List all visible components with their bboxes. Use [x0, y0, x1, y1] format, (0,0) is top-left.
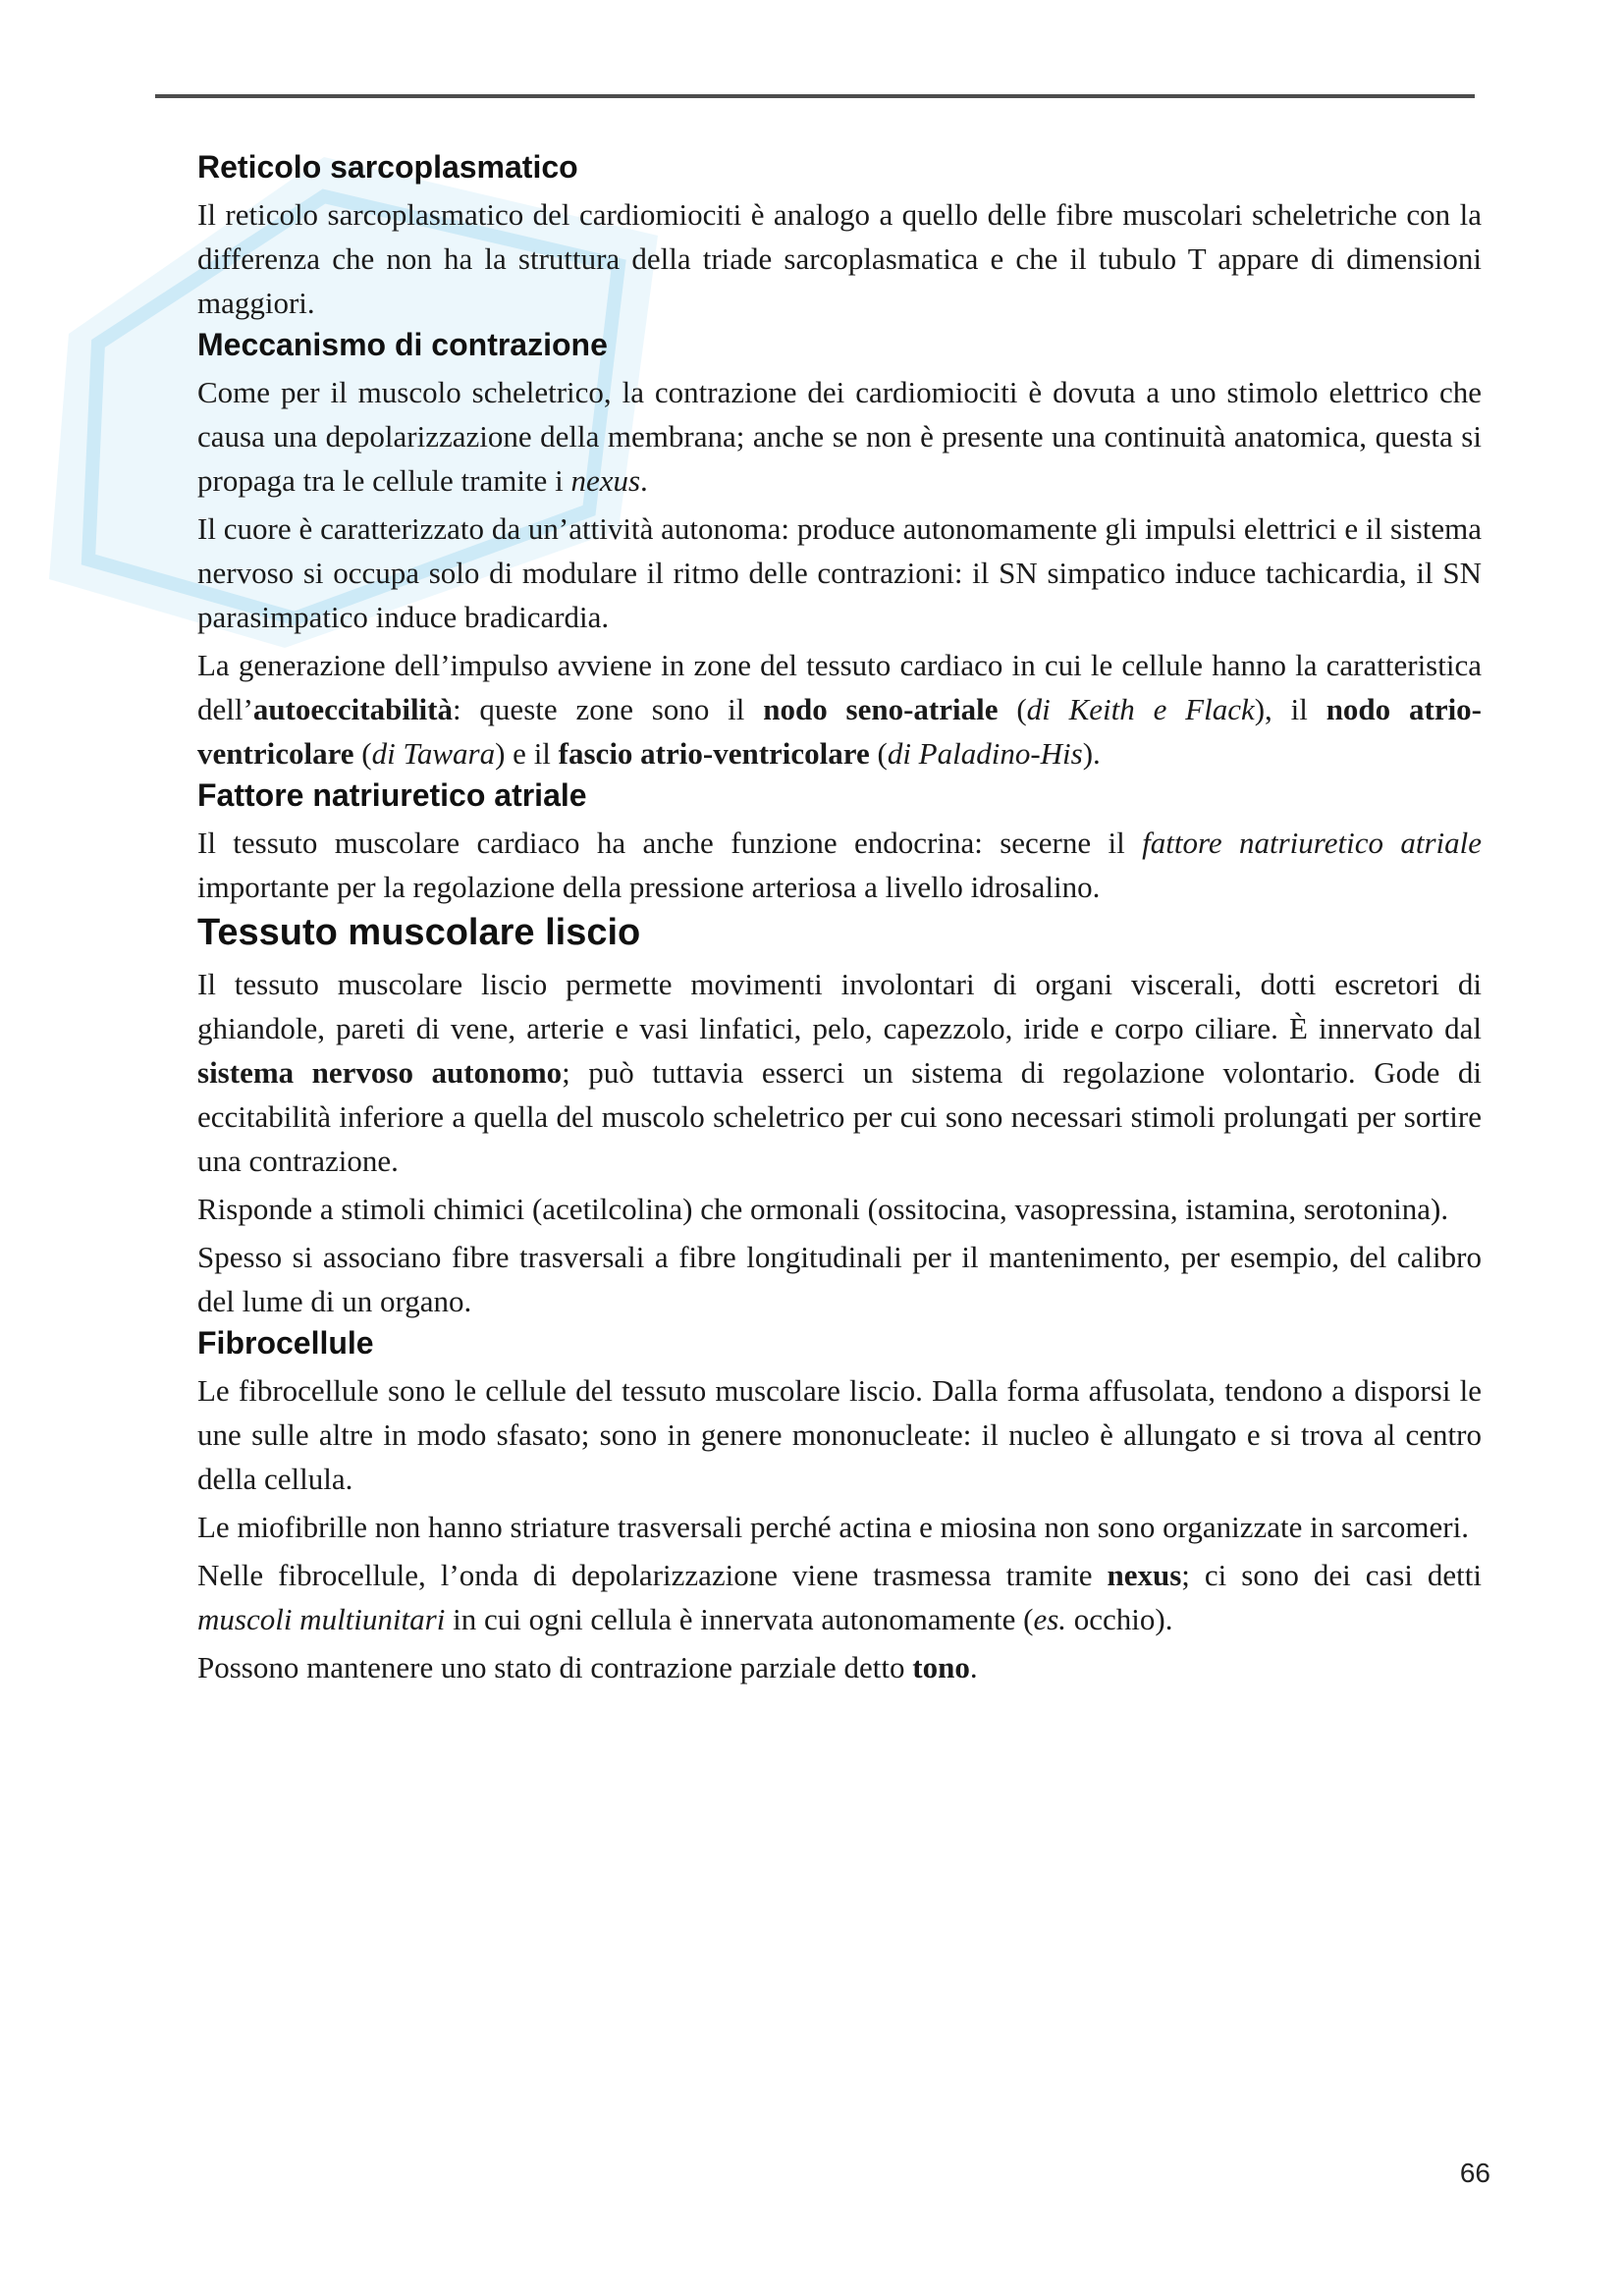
term-nexus-bold: nexus — [1107, 1558, 1182, 1592]
heading-fibrocellule: Fibrocellule — [197, 1325, 374, 1361]
term-tono: tono — [912, 1650, 970, 1684]
text: Il tessuto muscolare liscio permette movimenti involontari di organi viscerali, dotti escretori di ghiandole, pareti di vene, arterie e vasi linfatici, pelo, capezzolo, iride e corpo ciliare. È innervato dal — [197, 967, 1482, 1045]
text: ( — [353, 736, 372, 771]
text: importante per la regolazione della pressione arteriosa a livello idrosalino. — [197, 870, 1101, 904]
paragraph-fibrocellule-2: Le miofibrille non hanno striature trasversali perché actina e miosina non sono organizzate in sarcomeri. — [197, 1510, 1469, 1544]
term-nexus: nexus — [570, 463, 641, 498]
page-number: 66 — [1459, 2158, 1490, 2188]
text: occhio). — [1066, 1602, 1173, 1636]
text: ( — [869, 736, 888, 771]
text: La generazione dell’impulso avviene in zone del tessuto cardiaco in cui le cellule hanno la caratteristica dell’ — [197, 648, 1482, 726]
heading-reticolo-sarcoplasmatico: Reticolo sarcoplasmatico — [197, 149, 578, 185]
term-paladino-his: di Paladino-His — [887, 736, 1083, 771]
term-keith-flack: di Keith e Flack — [1026, 692, 1255, 726]
paragraph-liscio-2: Risponde a stimoli chimici (acetilcolina) che ormonali (ossitocina, vasopressina, istamina, serotonina). — [197, 1192, 1449, 1226]
paragraph-fibrocellule-3 — [197, 1553, 1482, 1641]
text: ; ci sono dei casi detti — [1181, 1558, 1483, 1592]
paragraph-meccanismo-2: Il cuore è caratterizzato da un’attività autonoma: produce autonomamente gli impulsi elettrici e il sistema nervoso si occupa solo di modulare il ritmo delle contrazioni: il SN simpatico induce tachicardia, il SN parasimpatico induce bradicardia. — [197, 511, 1482, 634]
term-muscoli-multiunitari: muscoli multiunitari — [197, 1602, 446, 1636]
term-autoeccitabilita: autoeccitabilità — [252, 692, 453, 726]
text: . — [969, 1650, 978, 1684]
term-es: es. — [1033, 1602, 1067, 1636]
term-fascio-atrio-ventricolare: fascio atrio-ventricolare — [558, 736, 870, 771]
text: ( — [998, 692, 1027, 726]
text: Come per il muscolo scheletrico, la contrazione dei cardiomiociti è dovuta a uno stimolo elettrico che causa una depolarizzazione della membrana; anche se non è presente una continuità anatomica, questa si propaga tra le cellule tramite i — [197, 375, 1482, 498]
paragraph-fibrocellule-1: Le fibrocellule sono le cellule del tessuto muscolare liscio. Dalla forma affusolata, tendono a disporsi le une sulle altre in modo sfasato; sono in genere mononucleate: il nucleo è allungato e si trova al centro della cellula. — [197, 1373, 1482, 1496]
paragraph-fattore — [197, 821, 1482, 909]
term-sistema-nervoso-autonomo: sistema nervoso autonomo — [197, 1055, 563, 1090]
text: in cui ogni cellula è innervata autonomamente ( — [445, 1602, 1034, 1636]
paragraph-fibrocellule-4 — [197, 1645, 1482, 1689]
paragraph-liscio-1 — [197, 962, 1482, 1183]
term-nodo-seno-atriale: nodo seno-atriale — [763, 692, 999, 726]
paragraph-meccanismo-1 — [197, 370, 1482, 503]
text: ). — [1082, 736, 1101, 771]
text: ; può tuttavia esserci un sistema di regolazione volontario. Gode di eccitabilità inferiore a quella del muscolo scheletrico per cui sono necessari stimoli prolungati per sortire una contrazione. — [197, 1055, 1482, 1178]
term-fattore-natriuretico: fattore natriuretico atriale — [1142, 826, 1482, 860]
page-content — [197, 147, 1482, 1689]
text: . — [640, 463, 648, 498]
text: ), il — [1254, 692, 1326, 726]
paragraph-liscio-3: Spesso si associano fibre trasversali a fibre longitudinali per il mantenimento, per esempio, del calibro del lume di un organo. — [197, 1240, 1482, 1318]
term-nodo-atrio-ventricolare: nodo atrio-ventricolare — [197, 692, 1483, 771]
paragraph-meccanismo-3 — [197, 643, 1482, 775]
text: Possono mantenere uno stato di contrazione parziale detto — [197, 1650, 913, 1684]
text: Il tessuto muscolare cardiaco ha anche funzione endocrina: secerne il — [197, 826, 1143, 860]
heading-fattore-natriuretico: Fattore natriuretico atriale — [197, 777, 587, 813]
text: : queste zone sono il — [453, 692, 764, 726]
text: ) e il — [495, 736, 559, 771]
heading-tessuto-muscolare-liscio: Tessuto muscolare liscio — [197, 912, 641, 953]
paragraph-reticolo: Il reticolo sarcoplasmatico del cardiomiociti è analogo a quello delle fibre muscolari scheletriche con la differenza che non ha la struttura della triade sarcoplasmatica e che il tubulo T appare di dimensioni maggiori. — [197, 197, 1482, 320]
header-rule — [155, 94, 1475, 98]
heading-meccanismo-contrazione: Meccanismo di contrazione — [197, 327, 608, 362]
text: Nelle fibrocellule, l’onda di depolarizzazione viene trasmessa tramite — [197, 1558, 1108, 1592]
term-tawara: di Tawara — [371, 736, 496, 771]
